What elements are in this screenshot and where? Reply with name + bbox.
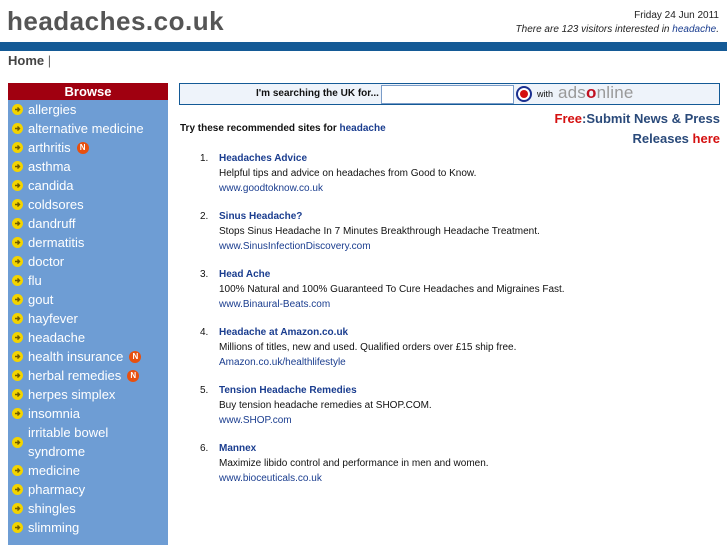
sidebar-item-label: flu xyxy=(28,273,42,288)
result-url-link[interactable]: www.SinusInfectionDiscovery.com xyxy=(219,241,371,252)
sidebar-item-label: arthritis xyxy=(28,140,71,155)
sidebar-item-label: gout xyxy=(28,292,54,307)
result-number: 3. xyxy=(200,269,209,280)
sidebar-item-label: slimming xyxy=(28,520,80,535)
result-number: 2. xyxy=(200,211,209,222)
arrow-bullet-icon xyxy=(12,313,23,324)
result-description: Millions of titles, new and used. Qualified orders over £15 ship free. xyxy=(219,342,517,353)
result-title-link[interactable]: Tension Headache Remedies xyxy=(219,385,357,396)
new-badge-icon: N xyxy=(127,370,139,382)
arrow-bullet-icon xyxy=(12,294,23,305)
result-item xyxy=(200,441,620,499)
with-label: with xyxy=(537,89,554,99)
result-description: Maximize libido control and performance in men and women. xyxy=(219,458,489,469)
result-url-link[interactable]: Amazon.co.uk/healthlifestyle xyxy=(219,357,346,368)
submit-here-link[interactable]: here xyxy=(692,131,720,146)
nav-separator: | xyxy=(47,53,52,68)
sidebar-item[interactable] xyxy=(8,195,168,214)
sidebar-item[interactable] xyxy=(8,233,168,252)
sidebar-item-label: shingles xyxy=(28,501,76,516)
browse-sidebar xyxy=(8,83,168,545)
sidebar-item[interactable] xyxy=(8,499,168,518)
sidebar-item[interactable] xyxy=(8,404,168,423)
result-item xyxy=(200,151,620,209)
sidebar-item-label: herpes simplex xyxy=(28,387,116,402)
result-body xyxy=(219,383,432,441)
result-title-link[interactable]: Mannex xyxy=(219,443,257,454)
sidebar-item-label: alternative medicine xyxy=(28,121,144,136)
visitor-text: There are 123 visitors interested in xyxy=(515,24,673,35)
sidebar-item[interactable] xyxy=(8,309,168,328)
sidebar-item[interactable] xyxy=(8,423,168,461)
visitor-topic-link[interactable]: headache xyxy=(672,24,717,35)
arrow-bullet-icon xyxy=(12,389,23,400)
arrow-bullet-icon xyxy=(12,142,23,153)
visitor-suffix: . xyxy=(716,24,719,35)
arrow-bullet-icon xyxy=(12,123,23,134)
arrow-bullet-icon xyxy=(12,256,23,267)
result-url-link[interactable]: www.SHOP.com xyxy=(219,415,292,426)
arrow-bullet-icon xyxy=(12,104,23,115)
sidebar-item[interactable] xyxy=(8,176,168,195)
results-topic-link[interactable]: headache xyxy=(339,123,386,134)
arrow-bullet-icon xyxy=(12,275,23,286)
free-label: Free xyxy=(554,111,582,126)
sidebar-item[interactable] xyxy=(8,328,168,347)
result-description: Buy tension headache remedies at SHOP.COM. xyxy=(219,400,432,411)
sidebar-item-label: dandruff xyxy=(28,216,76,231)
logo-part-ads: ads xyxy=(558,83,587,102)
new-badge-icon: N xyxy=(129,351,141,363)
result-number: 1. xyxy=(200,153,209,164)
site-title[interactable]: headaches.co.uk xyxy=(7,6,225,36)
sidebar-item-label: candida xyxy=(28,178,74,193)
results-list xyxy=(200,151,620,499)
header-info xyxy=(516,9,719,37)
sidebar-item-label: insomnia xyxy=(28,406,81,421)
sidebar-item-label: pharmacy xyxy=(28,482,86,497)
sidebar-item[interactable] xyxy=(8,252,168,271)
search-target-icon[interactable] xyxy=(516,86,532,102)
sidebar-item-label: allergies xyxy=(28,102,77,117)
result-body xyxy=(219,325,516,383)
sidebar-item-label: coldsores xyxy=(28,197,84,212)
arrow-bullet-icon xyxy=(12,218,23,229)
result-title-link[interactable]: Head Ache xyxy=(219,269,271,280)
sidebar-item[interactable] xyxy=(8,271,168,290)
new-badge-icon: N xyxy=(77,142,89,154)
sidebar-item[interactable] xyxy=(8,347,168,366)
result-body xyxy=(219,151,476,209)
current-date: Friday 24 Jun 2011 xyxy=(634,10,719,21)
arrow-bullet-icon xyxy=(12,199,23,210)
sidebar-item-label: irritable bowel syndrome xyxy=(28,425,109,459)
category-list xyxy=(8,100,168,537)
arrow-bullet-icon xyxy=(12,437,23,448)
sidebar-item-label: dermatitis xyxy=(28,235,85,250)
result-body xyxy=(219,209,540,267)
sidebar-item-label: herbal remedies xyxy=(28,368,122,383)
result-item xyxy=(200,383,620,441)
result-title-link[interactable]: Headaches Advice xyxy=(219,153,308,164)
sidebar-item[interactable] xyxy=(8,480,168,499)
arrow-bullet-icon xyxy=(12,408,23,419)
sidebar-item[interactable] xyxy=(8,461,168,480)
arrow-bullet-icon xyxy=(12,465,23,476)
result-title-link[interactable]: Headache at Amazon.co.uk xyxy=(219,327,349,338)
arrow-bullet-icon xyxy=(12,522,23,533)
sidebar-item-label: asthma xyxy=(28,159,71,174)
sidebar-item[interactable] xyxy=(8,157,168,176)
arrow-bullet-icon xyxy=(12,370,23,381)
result-description: Helpful tips and advice on headaches from Good to Know. xyxy=(219,168,477,179)
result-number: 6. xyxy=(200,443,209,454)
result-url-link[interactable]: www.bioceuticals.co.uk xyxy=(219,473,322,484)
visitor-count xyxy=(516,23,719,37)
search-label: I'm searching the UK for... xyxy=(256,88,379,99)
logo-part-nline: nline xyxy=(596,83,634,102)
sidebar-item[interactable] xyxy=(8,214,168,233)
promo-line-1 xyxy=(555,109,720,129)
sidebar-item[interactable] xyxy=(8,518,168,537)
arrow-bullet-icon xyxy=(12,484,23,495)
result-item xyxy=(200,209,620,267)
arrow-bullet-icon xyxy=(12,351,23,362)
result-title-link[interactable]: Sinus Headache? xyxy=(219,211,303,222)
result-item xyxy=(200,267,620,325)
sidebar-item[interactable] xyxy=(8,138,168,157)
results-intro xyxy=(180,123,386,134)
nav-home-link[interactable]: Home xyxy=(8,53,45,68)
header-bar xyxy=(0,42,727,51)
result-body xyxy=(219,267,565,325)
sidebar-item[interactable] xyxy=(8,100,168,119)
result-number: 4. xyxy=(200,327,209,338)
sidebar-item[interactable] xyxy=(8,290,168,309)
result-body xyxy=(219,441,489,499)
arrow-bullet-icon xyxy=(12,161,23,172)
result-description: 100% Natural and 100% Guaranteed To Cure Headaches and Migraines Fast. xyxy=(219,284,565,295)
sidebar-item[interactable] xyxy=(8,119,168,138)
top-nav xyxy=(8,53,51,68)
arrow-bullet-icon xyxy=(12,237,23,248)
promo-line-2 xyxy=(555,129,720,149)
search-input[interactable] xyxy=(381,85,514,104)
result-description: Stops Sinus Headache In 7 Minutes Breakthrough Headache Treatment. xyxy=(219,226,540,237)
result-url-link[interactable]: www.Binaural-Beats.com xyxy=(219,299,331,310)
result-url-link[interactable]: www.goodtoknow.co.uk xyxy=(219,183,323,194)
result-item xyxy=(200,325,620,383)
sidebar-item-label: hayfever xyxy=(28,311,78,326)
logo-part-o: o xyxy=(586,83,597,102)
arrow-bullet-icon xyxy=(12,180,23,191)
sidebar-item-label: headache xyxy=(28,330,86,345)
sidebar-item-label: health insurance xyxy=(28,349,124,364)
sidebar-item[interactable] xyxy=(8,385,168,404)
free-submit-promo xyxy=(555,109,720,149)
search-bar xyxy=(179,83,720,105)
submit-text: :Submit News & Press xyxy=(582,111,720,126)
sidebar-item[interactable] xyxy=(8,366,168,385)
results-intro-text: Try these recommended sites for xyxy=(180,123,340,134)
sidebar-item-label: medicine xyxy=(28,463,81,478)
result-number: 5. xyxy=(200,385,209,396)
browse-heading: Browse xyxy=(8,83,168,100)
sidebar-item-label: doctor xyxy=(28,254,65,269)
releases-text: Releases xyxy=(632,131,693,146)
adsonline-logo[interactable] xyxy=(558,83,634,103)
arrow-bullet-icon xyxy=(12,332,23,343)
arrow-bullet-icon xyxy=(12,503,23,514)
